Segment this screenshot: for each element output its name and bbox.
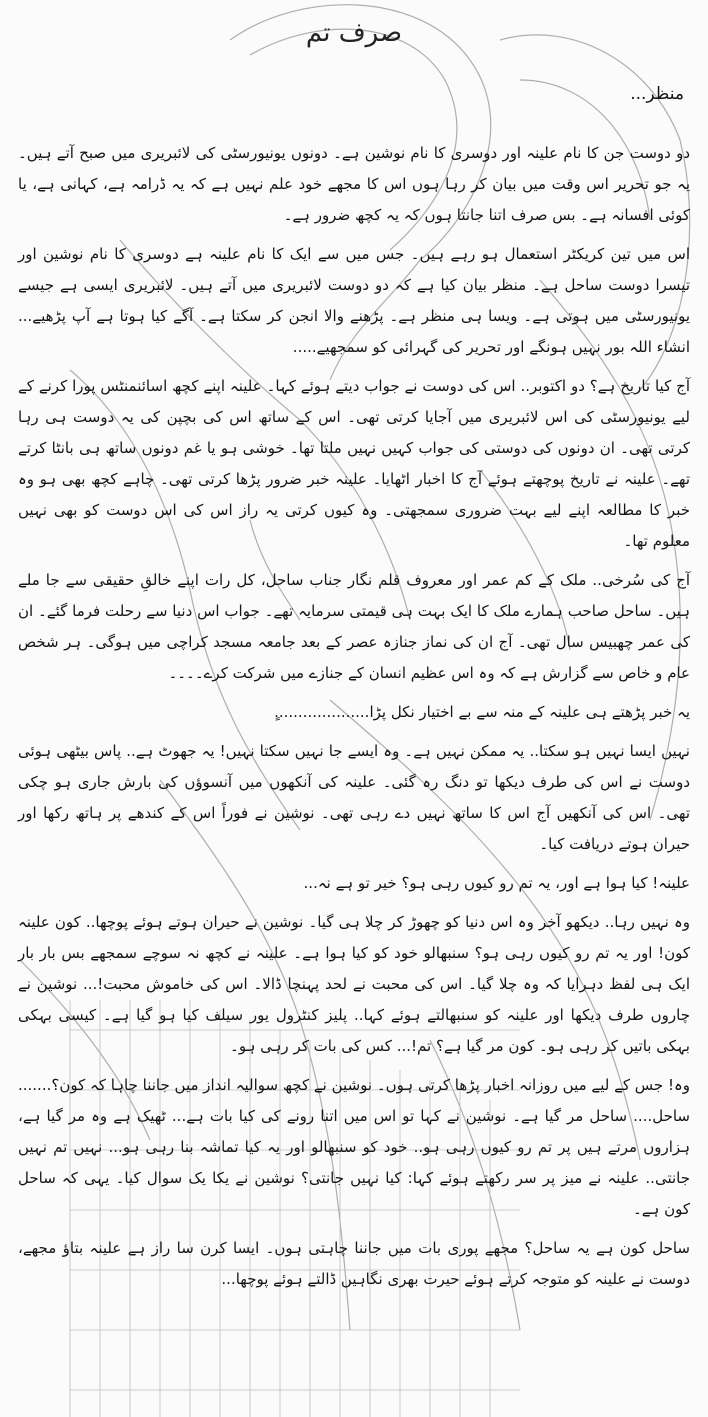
paragraph-5: یہ خبر پڑھتے ہی علینہ کے منہ سے بے اختیار نکل پڑا....................ٍ: [274, 703, 690, 721]
paragraph-7: علینہ! کیا ہوا ہے اور، یہ تم رو کیوں رہی ہو؟ خیر تو ہے نہ...: [303, 874, 690, 892]
paragraph-4: آج کی سُرخی.. ملک کے کم عمر اور معروف قلم نگار جناب ساحل، کل رات اپنے خالقِ حقیقی سے جا ملے ہیں۔ ساحل صاحب ہمارے ملک کا ایک بہت ہی قیمتی سرمایہ تھے۔ جواب اس دنیا سے رحلت فرما گئے۔ ان کی عمر چھبیس سال تھی۔ آج ان کی نماز جنازہ عصر کے بعد جامعہ مسجد کراچی میں ہوگی۔ ہر شخص عام و خاص سے گزارش ہے کہ وہ اس عظیم انسان کے جنازے میں شرکت کرے۔۔۔۔: [18, 571, 690, 682]
paragraph-8: وہ نہیں رہا.. دیکھو آخر وہ اس دنیا کو چھوڑ کر چلا ہی گیا۔ نوشین نے حیران ہوتے ہوئے پوچھا.. کون علینہ کون! اور یہ تم رو کیوں رہی ہو؟ سنبھالو خود کو کیا ہوا ہے۔ علینہ نے کچھ نہ سوچے سمجھے بس بار بار ایک ہی لفظ دہرایا کہ وہ چلا گیا۔ اس کی محبت نے لحد پہنچا ڈالا۔ اس کی خاموش محبت!... نوشین نے چاروں طرف دیکھا اور علینہ کو سنبھالتے ہوئے کہا.. پلیز کنٹرول یور سیلف کیا ہو گیا ہے۔ کیسی بہکی بہکی باتیں کر رہی ہو۔ کون مر گیا ہے؟ تم!... کس کی بات کر رہی ہو۔: [18, 913, 690, 1055]
paragraph-3: آج کیا تاریخ ہے؟ دو اکتوبر.. اس کی دوست نے جواب دیتے ہوئے کہا۔ علینہ اپنے کچھ اسائنمنٹس پورا کرنے کے لیے یونیورسٹی کی اس لائبریری میں آجایا کرتی تھی۔ اس کے ساتھ اس کی بچپن کی یہ دوست ہی رہا کرتی تھی۔ ان دونوں کی دوستی کی جواب کہیں نہیں ملتا تھا۔ خوشی ہو یا غم دونوں ساتھ ہی بانٹا کرتے تھے۔ علینہ نے تاریخ پوچھتے ہوئے آج کا اخبار اٹھایا۔ علینہ خبر ضرور پڑھا کرتی تھی۔ چاہے کچھ بھی ہو وہ خبر کا مطالعہ اپنے لیے بہت ضروری سمجھتی۔ وہ کیوں کرتی یہ راز اس کی اس دوست کو بھی نہیں معلوم تھا۔: [18, 377, 690, 550]
paragraph-1: دو دوست جن کا نام علینہ اور دوسری کا نام نوشین ہے۔ دونوں یونیورسٹی کی لائبریری میں صبح آتے ہیں۔ یہ جو تحریر اس وقت میں بیان کر رہا ہوں اس کا مجھے خود علم نہیں ہے کہ یہ ڈرامہ ہے، کہانی ہے، یا کوئی افسانہ ہے۔ بس صرف اتنا جانتا ہوں کہ یہ کچھ ضرور ہے۔: [18, 144, 690, 224]
scene-heading: منظر...: [630, 84, 684, 104]
paragraph-6: نہیں ایسا نہیں ہو سکتا.. یہ ممکن نہیں ہے۔ وہ ایسے جا نہیں سکتا نہیں! یہ جھوٹ ہے.. پاس بیٹھی ہوئی دوست نے اس کی طرف دیکھا تو دنگ رہ گئی۔ علینہ کی آنکھوں میں آنسوؤں کی بارش جاری ہو چکی تھی۔ اس کی آنکھیں آج اس کا ساتھ نہیں دے رہی تھی۔ نوشین نے فوراً اس کے کندھے پر ہاتھ رکھا اور حیران ہوتے دریافت کیا۔: [18, 742, 690, 853]
paragraph-10: ساحل کون ہے یہ ساحل؟ مجھے پوری بات میں جاننا چاہتی ہوں۔ ایسا کرن سا راز ہے علینہ بتاؤ مجھے، دوست نے علینہ کو متوجہ کرتے ہوئے حیرت بھری نگاہیں ڈالتے ہوئے پوچھا...: [18, 1239, 690, 1288]
paragraph-2: اس میں تین کریکٹر استعمال ہو رہے ہیں۔ جس میں سے ایک کا نام علینہ ہے دوسری کا نام نوشین اور تیسرا دوست ساحل ہے۔ منظر بیان کیا ہے کہ دو دوست لائبریری میں آتے ہیں۔ لائبریری ایسی ہے جیسے یونیورسٹی میں ہوتی ہے۔ ویسا ہی منظر ہے۔ پڑھنے والا انجن کر سکتا ہے۔ آگے کیا ہوتا ہے آپ پڑھیے... انشاء اللہ بور نہیں ہونگے اور تحریر کی گہرائی کو سمجھیے.....: [18, 245, 690, 356]
paragraph-9: وہ! جس کے لیے میں روزانہ اخبار پڑھا کرتی ہوں۔ نوشین نے کچھ سوالیہ انداز میں جاننا چاہا کہ کون؟....... ساحل.... ساحل مر گیا ہے۔ نوشین نے کہا تو اس میں اتنا رونے کی کیا بات ہے... ٹھیک ہے وہ مر گیا ہے، ہزاروں مرتے ہیں پر تم رو کیوں رہی ہو.. خود کو سنبھالو اور یہ کیا تماشہ بنا رہی ہو... نہیں تم نہیں جانتی.. علینہ نے میز پر سر رکھتے ہوئے کہا: کیا نہیں جانتی؟ نوشین نے یکا یک سوال کیا۔ یہی کہ ساحل کون ہے۔: [17, 1076, 690, 1218]
story-body: [18, 138, 690, 1303]
story-title: صرف تم: [305, 18, 403, 48]
